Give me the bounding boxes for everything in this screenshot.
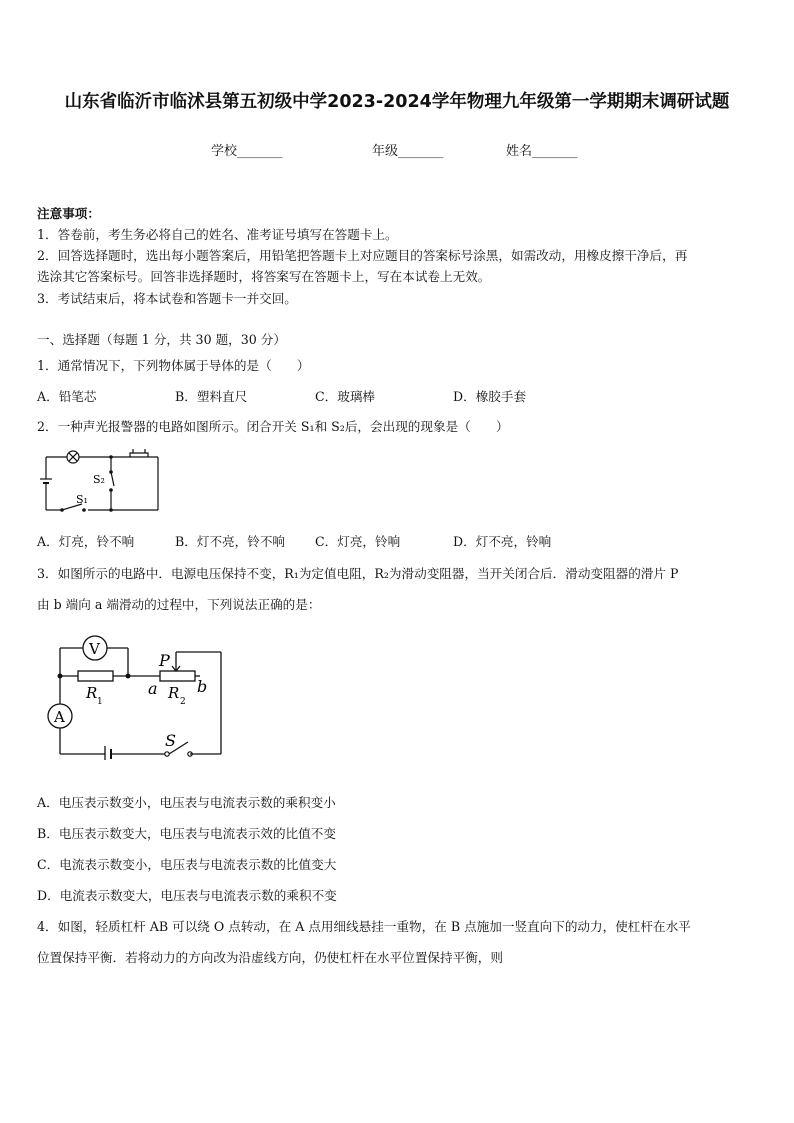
question-3-stem-line-2: 由 b 端向 a 端滑动的过程中，下列说法正确的是： xyxy=(37,597,321,612)
r1-label: R xyxy=(86,684,98,702)
question-3-option-b: B．电压表示数变大，电压表与电流表示效的比值不变 xyxy=(37,826,336,841)
question-3-option-a: A．电压表示数变小，电压表与电流表示数的乘积变小 xyxy=(37,795,336,810)
r1-subscript: 1 xyxy=(97,697,103,707)
section-heading: 一、选择题（每题 1 分，共 30 题，30 分） xyxy=(37,332,286,347)
question-2-circuit-diagram xyxy=(36,446,166,520)
school-field: 学校_______ xyxy=(211,144,283,159)
notice-item-2-cont: 选涂其它答案标号。回答非选择题时，将答案写在答题卡上，写在本试卷上无效。 xyxy=(37,269,491,284)
slider-p-label: P xyxy=(159,651,170,670)
page-title: 山东省临沂市临沭县第五初级中学2023-2024学年物理九年级第一学期期末调研试题 xyxy=(64,92,730,112)
switch-s-label: S xyxy=(165,731,176,750)
name-field: 姓名_______ xyxy=(506,144,578,159)
question-3-stem-line-1: 3．如图所示的电路中．电源电压保持不变，R₁为定值电阻，R₂为滑动变阻器，当开关闭合后．滑动变阻器的滑片 P xyxy=(37,566,679,581)
question-4-stem-line-1: 4．如图，轻质杠杆 AB 可以绕 O 点转动，在 A 点用细线悬挂一重物，在 B 点施加一竖直向下的动力，使杠杆在水平 xyxy=(37,919,691,934)
question-1-stem: 1．通常情况下，下列物体属于导体的是（ ） xyxy=(37,358,310,373)
end-b-label: b xyxy=(197,677,208,696)
question-2-option-a: A．灯亮，铃不响 xyxy=(37,534,135,549)
switch-s2-label: S₂ xyxy=(93,473,105,486)
question-3-option-d: D．电流表示数变大，电压表与电流表示数的乘积不变 xyxy=(37,888,337,903)
grade-field: 年级_______ xyxy=(372,144,444,159)
question-3-option-c: C．电流表示数变小，电压表与电流表示数的比值变大 xyxy=(37,857,337,872)
question-3-circuit-diagram xyxy=(38,628,228,760)
r2-label: R xyxy=(168,684,180,702)
notice-item-1: 1．答卷前，考生务必将自己的姓名、准考证号填写在答题卡上。 xyxy=(37,227,398,242)
notice-item-2: 2．回答选择题时，选出每小题答案后，用铅笔把答题卡上对应题目的答案标号涂黑，如需改动，用橡皮擦干净后，再 xyxy=(37,248,688,263)
question-2-option-b: B．灯不亮，铃不响 xyxy=(175,534,286,549)
question-2-option-c: C．灯亮，铃响 xyxy=(315,534,401,549)
question-1-option-a: A．铅笔芯 xyxy=(37,389,97,404)
notice-heading: 注意事项： xyxy=(37,206,100,221)
question-1-option-d: D．橡胶手套 xyxy=(453,389,527,404)
question-2-stem: 2．一种声光报警器的电路如图所示。闭合开关 S₁和 S₂后，会出现的现象是（ ） xyxy=(37,419,509,434)
question-1-option-b: B．塑料直尺 xyxy=(175,389,248,404)
switch-s1-label: S₁ xyxy=(76,493,88,506)
rheostat-r2 xyxy=(160,671,195,681)
r2-subscript: 2 xyxy=(180,697,186,707)
resistor-r1 xyxy=(78,671,113,681)
ammeter-label: A xyxy=(54,708,65,726)
question-1-option-c: C．玻璃棒 xyxy=(315,389,376,404)
question-4-stem-line-2: 位置保持平衡．若将动力的方向改为沿虚线方向，仍使杠杆在水平位置保持平衡，则 xyxy=(37,950,503,965)
question-2-option-d: D．灯不亮，铃响 xyxy=(453,534,552,549)
end-a-label: a xyxy=(148,679,158,698)
voltmeter-label: V xyxy=(89,640,100,658)
notice-item-3: 3．考试结束后，将本试卷和答题卡一并交回。 xyxy=(37,291,297,306)
